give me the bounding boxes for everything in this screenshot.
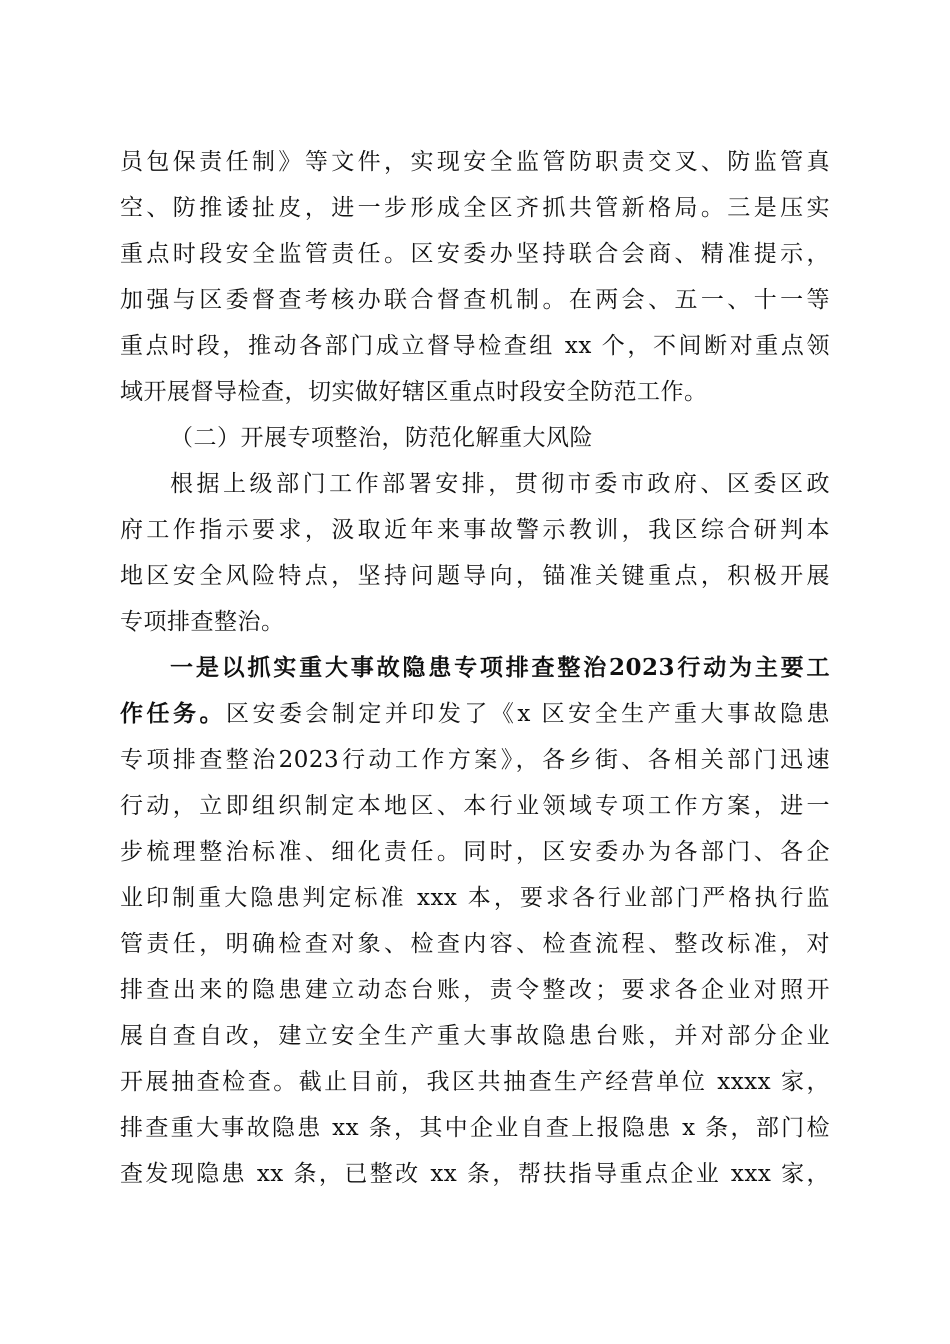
paragraph-line: 员包保责任制》等文件，实现安全监管防职责交叉、防监管真 bbox=[120, 149, 830, 175]
paragraph-line: 根据上级部门工作部署安排，贯彻市委市政府、区委区政 bbox=[170, 471, 830, 497]
paragraph-lead-bold: 作任务。 bbox=[120, 700, 226, 727]
paragraph-line-mixed bbox=[120, 699, 830, 729]
paragraph-line: 步梳理整治标准、细化责任。同时，区安委办为各部门、各企 bbox=[120, 839, 830, 865]
paragraph-line: 加强与区委督查考核办联合督查机制。在两会、五一、十一等 bbox=[120, 287, 830, 313]
paragraph-line: 专项排查整治。 bbox=[120, 609, 285, 635]
paragraph-lead-bold: 一是以抓实重大事故隐患专项排查整治2023行动为主要工 bbox=[170, 654, 830, 681]
paragraph-line: 域开展督导检查，切实做好辖区重点时段安全防范工作。 bbox=[120, 379, 708, 405]
paragraph-text: 区安委会制定并印发了《x 区安全生产重大事故隐患 bbox=[225, 701, 830, 727]
paragraph-line: 业印制重大隐患判定标准 xxx 本，要求各行业部门严格执行监 bbox=[120, 885, 830, 911]
paragraph-line: 排查重大事故隐患 xx 条，其中企业自查上报隐患 x 条，部门检 bbox=[120, 1115, 830, 1141]
paragraph-line: 地区安全风险特点，坚持问题导向，锚准关键重点，积极开展 bbox=[120, 563, 830, 589]
paragraph-line: 展自查自改，建立安全生产重大事故隐患台账，并对部分企业 bbox=[120, 1023, 830, 1049]
paragraph-line: 空、防推诿扯皮，进一步形成全区齐抓共管新格局。三是压实 bbox=[120, 195, 830, 221]
paragraph-line: 排查出来的隐患建立动态台账，责令整改；要求各企业对照开 bbox=[120, 977, 830, 1003]
paragraph-line: 重点时段安全监管责任。区安委办坚持联合会商、精准提示， bbox=[120, 241, 830, 267]
paragraph-line: 查发现隐患 xx 条，已整改 xx 条，帮扶指导重点企业 xxx 家， bbox=[120, 1161, 830, 1187]
section-heading: （二）开展专项整治，防范化解重大风险 bbox=[170, 425, 593, 451]
paragraph-line: 行动，立即组织制定本地区、本行业领域专项工作方案，进一 bbox=[120, 793, 830, 819]
paragraph-line: 府工作指示要求，汲取近年来事故警示教训，我区综合研判本 bbox=[120, 517, 830, 543]
paragraph-line: 开展抽查检查。截止目前，我区共抽查生产经营单位 xxxx 家， bbox=[120, 1069, 830, 1095]
paragraph-line: 管责任，明确检查对象、检查内容、检查流程、整改标准，对 bbox=[120, 931, 830, 957]
paragraph-line: 重点时段，推动各部门成立督导检查组 xx 个，不间断对重点领 bbox=[120, 333, 830, 359]
paragraph-line: 专项排查整治2023行动工作方案》，各乡街、各相关部门迅速 bbox=[120, 747, 830, 773]
